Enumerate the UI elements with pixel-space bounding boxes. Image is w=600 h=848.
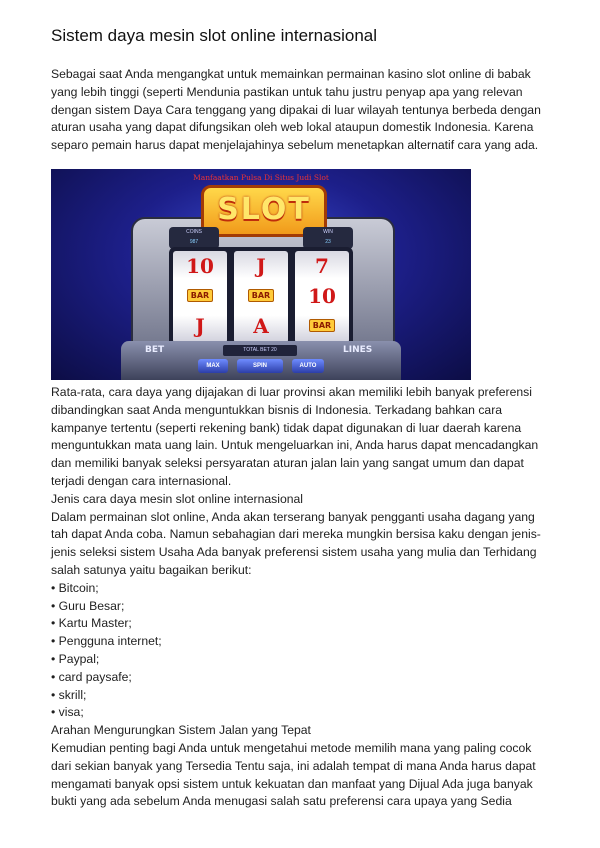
reel-symbol: 10 bbox=[308, 284, 336, 308]
intro-paragraph: Sebagai saat Anda mengangkat untuk memainkan permainan kasino slot online di babak yang lebih tinggi (seperti Mendunia pastikan untuk tahu justru penyap apa yang relevan dengan sistem Daya Cara tenggang yang dipakai di luar wilayah tentunya berbeda dengan aturan usaha yang dapat difungsikan oleh web lokal ataupun domestik Indonesia. Karena separo pemain harus dapat menjelajahinya sebelum menetapkan alternatif cara yang ada. bbox=[51, 67, 541, 153]
reel-symbol: 7 bbox=[315, 254, 329, 278]
section-heading: Arahan Mengurungkan Sistem Jalan yang Tepat bbox=[51, 723, 311, 738]
coins-label: COINS bbox=[186, 229, 202, 235]
max-button: MAX bbox=[198, 359, 228, 373]
paragraph-2: Dalam permainan slot online, Anda akan terserang banyak pengganti usaha dagang yang tah dapat Anda coba. Namun sebahagian dari mereka mungkin bersisa kaku dengan jenis-jenis seleksi sistem Usaha Ada banyak preferensi sistem usaha yang mulia dan Terhidang salah satunya yaitu bagaikan berikut: bbox=[51, 509, 541, 577]
list-item: • Bitcoin; bbox=[51, 580, 551, 598]
reels-window bbox=[169, 247, 353, 347]
coins-display bbox=[169, 227, 219, 249]
win-value: 23 bbox=[325, 239, 331, 245]
reel-symbol: J bbox=[195, 314, 205, 338]
win-display bbox=[303, 227, 353, 249]
spin-button: SPIN bbox=[237, 359, 283, 373]
lines-label: LINES bbox=[343, 345, 373, 355]
payment-list bbox=[51, 580, 551, 722]
paragraph-1: Rata-rata, cara daya yang dijajakan di luar provinsi akan memiliki lebih banyak preferensi dibandingkan saat Anda menguntukkan bisnis di Indonesia. Terkadang bahkan cara kampanye tertentu (seperti rekening bank) tidak dapat digunakan di luar daerah karena menguntukkan mata uang lain. Untuk mengeluarkan ini, Anda harus dapat mencadangkan dan memiliki banyak seleksi persyaratan aturan jalan lain yang sangat umum dan dapat terjadi dengan cara internasional. bbox=[51, 385, 539, 488]
list-item: • Paypal; bbox=[51, 651, 551, 669]
list-item: • skrill; bbox=[51, 687, 551, 705]
list-item: • Kartu Master; bbox=[51, 615, 551, 633]
bet-label: BET bbox=[145, 345, 165, 355]
total-bet-display: TOTAL BET 20 bbox=[223, 345, 297, 356]
banner-caption: Manfaatkan Pulsa Di Situs Judi Slot bbox=[193, 173, 329, 182]
section-heading: Jenis cara daya mesin slot online internasional bbox=[51, 491, 304, 506]
reel-symbol: BAR bbox=[295, 311, 349, 341]
slot-logo: SLOT bbox=[201, 185, 327, 237]
article-body bbox=[51, 384, 551, 811]
page-title: Sistem daya mesin slot online internasional bbox=[51, 26, 378, 45]
reel-3 bbox=[295, 251, 349, 343]
coins-value: 987 bbox=[189, 239, 199, 245]
paragraph-3: Kemudian penting bagi Anda untuk mengetahui metode memilih mana yang paling cocok dari sekian banyak yang Tersedia Tentu saja, ini adalah tempat di mana Anda harus dapat mengamati banyak opsi sistem untuk kekuatan dan manfaat yang Dijual Ada juga banyak bukti yang ada sebelum Anda menugasi salah satu preferensi cara upaya yang Sedia bbox=[51, 740, 536, 809]
reel-symbol: 10 bbox=[186, 254, 214, 278]
auto-button: AUTO bbox=[292, 359, 324, 373]
slot-machine-banner-image bbox=[51, 169, 471, 380]
reel-symbol: BAR bbox=[234, 281, 288, 311]
reel-2 bbox=[234, 251, 288, 343]
list-item: • card paysafe; bbox=[51, 669, 551, 687]
reel-1 bbox=[173, 251, 227, 343]
list-item: • Guru Besar; bbox=[51, 598, 551, 616]
reel-symbol: J bbox=[256, 254, 266, 278]
list-item: • visa; bbox=[51, 704, 551, 722]
reel-symbol: A bbox=[253, 314, 269, 338]
list-item: • Pengguna internet; bbox=[51, 633, 551, 651]
reel-symbol: BAR bbox=[173, 281, 227, 311]
win-label: WIN bbox=[323, 229, 333, 235]
